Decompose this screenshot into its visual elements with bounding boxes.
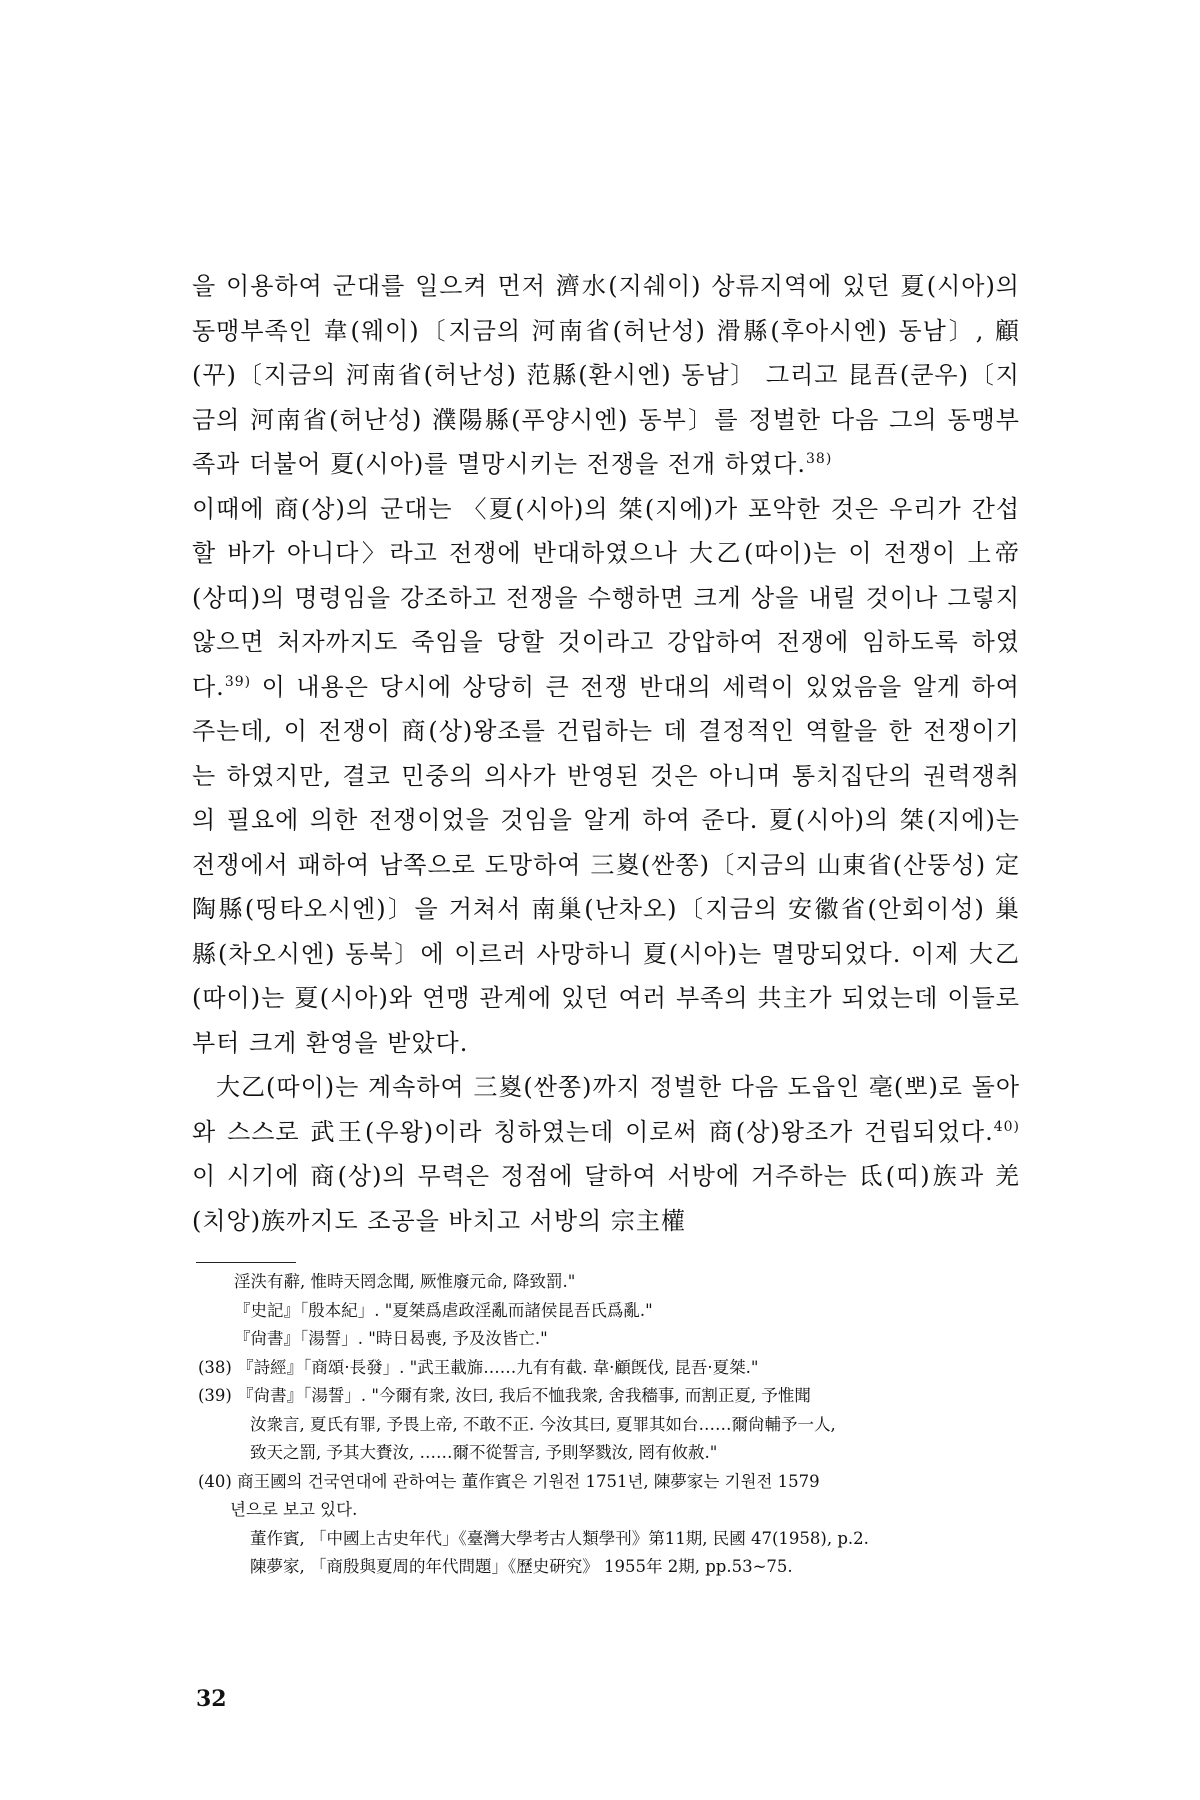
footnote-continuation-1: 淫泆有辭, 惟時天罔念聞, 厥惟廢元命, 降致罰." [234,1272,576,1291]
footnote-39-line-1: (39) 『尙書』「湯誓」. "今爾有衆, 汝曰, 我后不恤我衆, 舍我穡事, 而割正夏, 予惟聞 [198,1386,811,1405]
paragraph-2 [192,487,1020,1066]
footnote-40-line-3: 董作賓, 「中國上古史年代」《臺灣大學考古人類學刊》第11期, 民國 47(1958), p.2. [250,1528,869,1548]
paragraph-1 [192,264,1020,487]
footnote-39-line-3: 致天之罰, 予其大賚汝, ……爾不從誓言, 予則孥戮汝, 罔有攸赦." [250,1443,718,1462]
paragraph-3-text-a: 大乙(따이)는 계속하여 三嵏(싼쫑)까지 정벌한 다음 도읍인 亳(뽀)로 돌아와 스스로 武王(우왕)이라 칭하였는데 이로써 商(상)왕조가 건립되었다. [192,1073,1020,1146]
footnote-40-line-4: 陳夢家, 「商殷與夏周的年代問題」《歷史硏究》 1955年 2期, pp.53~75. [250,1557,793,1576]
footnote-ref-40: 40) [993,1118,1020,1135]
page-number: 32 [196,1686,227,1712]
main-text [192,264,1020,1243]
paragraph-2-text-a: 이때에 商(상)의 군대는 〈夏(시아)의 桀(지에)가 포악한 것은 우리가 간섭할 바가 아니다〉라고 전쟁에 반대하였으나 大乙(따이)는 이 전쟁이 上帝(상띠)의 명령임을 강조하고 전쟁을 수행하면 크게 상을 내릴 것이나 그렇지 않으면 처자까지도 죽임을 당할 것이라고 강압하여 전쟁에 임하도록 하였다. [192,494,1020,701]
footnote-divider [196,1262,296,1263]
footnote-ref-38: 38) [806,451,833,467]
footnote-40-line-1: (40) 商王國의 건국연대에 관하여는 董作賓은 기원전 1751년, 陳夢家는 기원전 1579 [198,1471,820,1491]
footnote-ref-39: 39) [224,673,252,690]
footnote-continuation-3: 『尙書』「湯誓」. "時日曷喪, 予及汝皆亡." [234,1329,548,1348]
paragraph-3 [192,1065,1020,1243]
paragraph-2-text-b: 이 내용은 당시에 상당히 큰 전쟁 반대의 세력이 있었음을 알게 하여 주는데, 이 전쟁이 商(상)왕조를 건립하는 데 결정적인 역할을 한 전쟁이기는 하였지만, 결코 민중의 의사가 반영된 것은 아니며 통치집단의 권력쟁취의 필요에 의한 전쟁이었을 것임을 알게 하여 준다. 夏(시아)의 桀(지에)는 전쟁에서 패하여 남쪽으로 도망하여 三嵏(싼쫑)〔지금의 山東省(산뚱성) 定陶縣(띵타오시엔)〕을 거쳐서 南巢(난차오)〔지금의 安徽省(안회이성) 巢縣(차오시엔) 동북〕에 이르러 사망하니 夏(시아)는 멸망되었다. 이제 大乙(따이)는 夏(시아)와 연맹 관계에 있던 여러 부족의 共主가 되었는데 이들로부터 크게 환영을 받았다. [192,672,1020,1057]
footnote-40-line-2: 년으로 보고 있다. [230,1500,358,1519]
paragraph-3-text-b: 이 시기에 商(상)의 무력은 정점에 달하여 서방에 거주하는 氐(띠)族과 羌(치앙)族까지도 조공을 바치고 서방의 宗主權 [192,1162,1020,1235]
footnotes [198,1268,1018,1582]
footnote-38: (38) 『詩經』「商頌·長發」. "武王載旆……九有有截. 韋·顧旣伐, 昆吾·夏桀." [198,1357,759,1377]
footnote-continuation-2: 『史記』「殷本紀」. "夏桀爲虐政淫亂而諸侯昆吾氏爲亂." [234,1300,653,1320]
footnote-39-line-2: 汝衆言, 夏氏有罪, 予畏上帝, 不敢不正. 今汝其曰, 夏罪其如台……爾尙輔予一人, [250,1414,836,1434]
paragraph-1-text: 을 이용하여 군대를 일으켜 먼저 濟水(지쉐이) 상류지역에 있던 夏(시아)의 동맹부족인 韋(웨이)〔지금의 河南省(허난성) 滑縣(후아시엔) 동남〕, 顧(꾸)〔지금의 河南省(허난성) 范縣(환시엔) 동남〕 그리고 昆吾(쿤우)〔지금의 河南省(허난성) 濮陽縣(푸양시엔) 동부〕를 정벌한 다음 그의 동맹부족과 더불어 夏(시아)를 멸망시키는 전쟁을 전개 하였다. [192,272,1020,478]
